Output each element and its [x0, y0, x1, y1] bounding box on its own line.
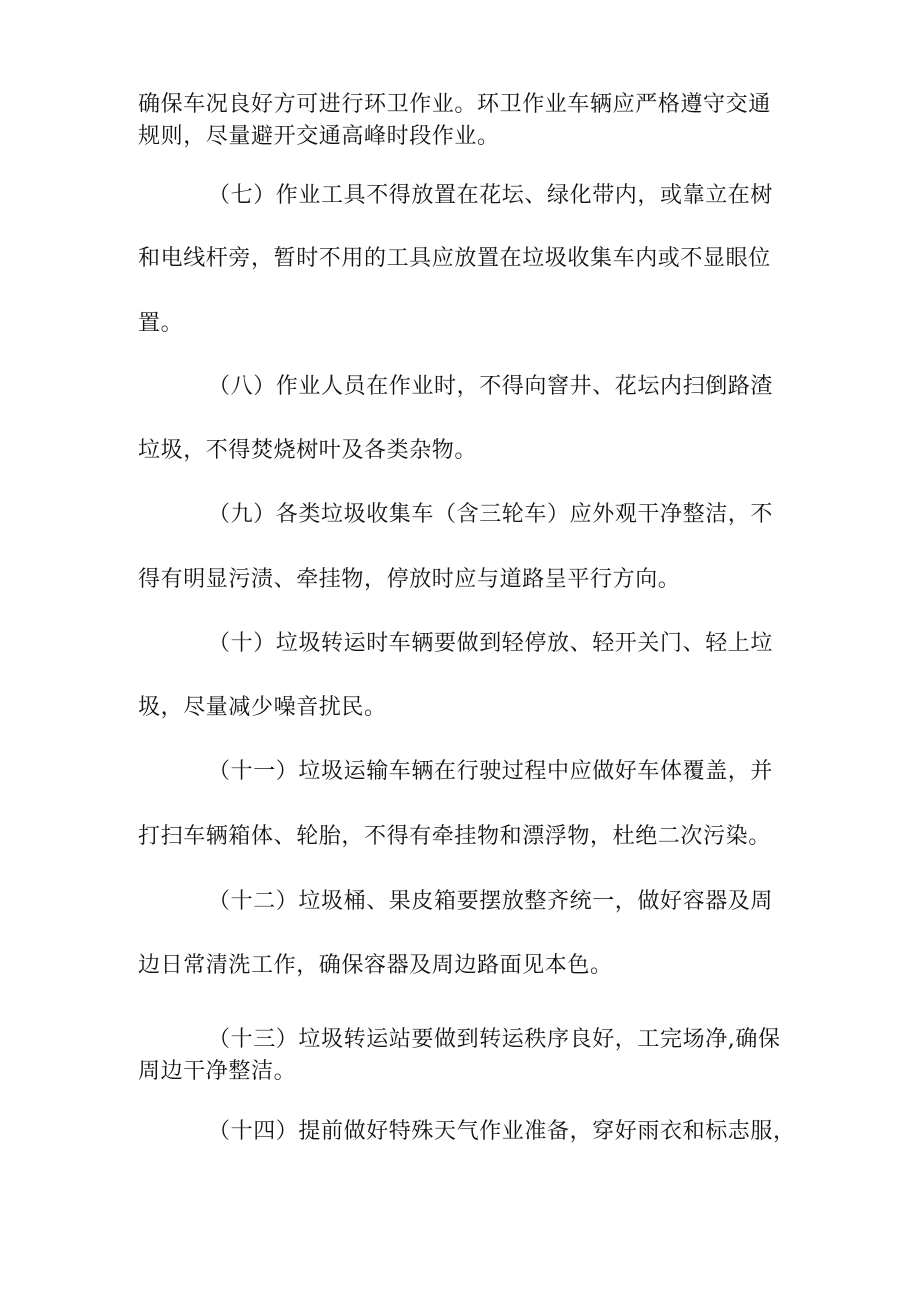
paragraph-14-start: （十四）提前做好特殊天气作业准备，穿好雨衣和标志服， — [208, 1119, 796, 1144]
text-line: 得有明显污渍、牵挂物，停放时应与道路呈平行方向。 — [138, 567, 681, 592]
text-line: 规则，尽量避开交通高峰时段作业。 — [138, 124, 500, 149]
text-line: 和电线杆旁，暂时不用的工具应放置在垃圾收集车内或不显眼位 — [138, 246, 771, 271]
text-line: 确保车况良好方可进行环卫作业。环卫作业车辆应严格遵守交通 — [138, 92, 771, 117]
text-line: 周边干净整洁。 — [138, 1059, 297, 1084]
text-line: 置。 — [138, 311, 184, 336]
paragraph-9-start: （九）各类垃圾收集车（含三轮车）应外观干净整洁，不 — [208, 502, 774, 527]
paragraph-10-start: （十）垃圾转运时车辆要做到轻停放、轻开关门、轻上垃 — [208, 631, 774, 656]
text-line: 边日常清洗工作，确保容器及周边路面见本色。 — [138, 953, 613, 978]
paragraph-12-start: （十二）垃圾桶、果皮箱要摆放整齐统一，做好容器及周 — [208, 889, 774, 914]
text-line: 垃圾，不得焚烧树叶及各类杂物。 — [138, 438, 478, 463]
paragraph-7-start: （七）作业工具不得放置在花坛、绿化带内，或靠立在树 — [208, 183, 774, 208]
paragraph-8-start: （八）作业人员在作业时，不得向窨井、花坛内扫倒路渣 — [208, 374, 774, 399]
text-line: 打扫车辆箱体、轮胎，不得有牵挂物和漂浮物，杜绝二次污染。 — [138, 824, 771, 849]
paragraph-11-start: （十一）垃圾运输车辆在行驶过程中应做好车体覆盖，并 — [208, 759, 774, 784]
paragraph-13-start: （十三）垃圾转运站要做到转运秩序良好，工完场净,确保 — [208, 1027, 781, 1052]
text-line: 圾，尽量减少噪音扰民。 — [138, 695, 387, 720]
